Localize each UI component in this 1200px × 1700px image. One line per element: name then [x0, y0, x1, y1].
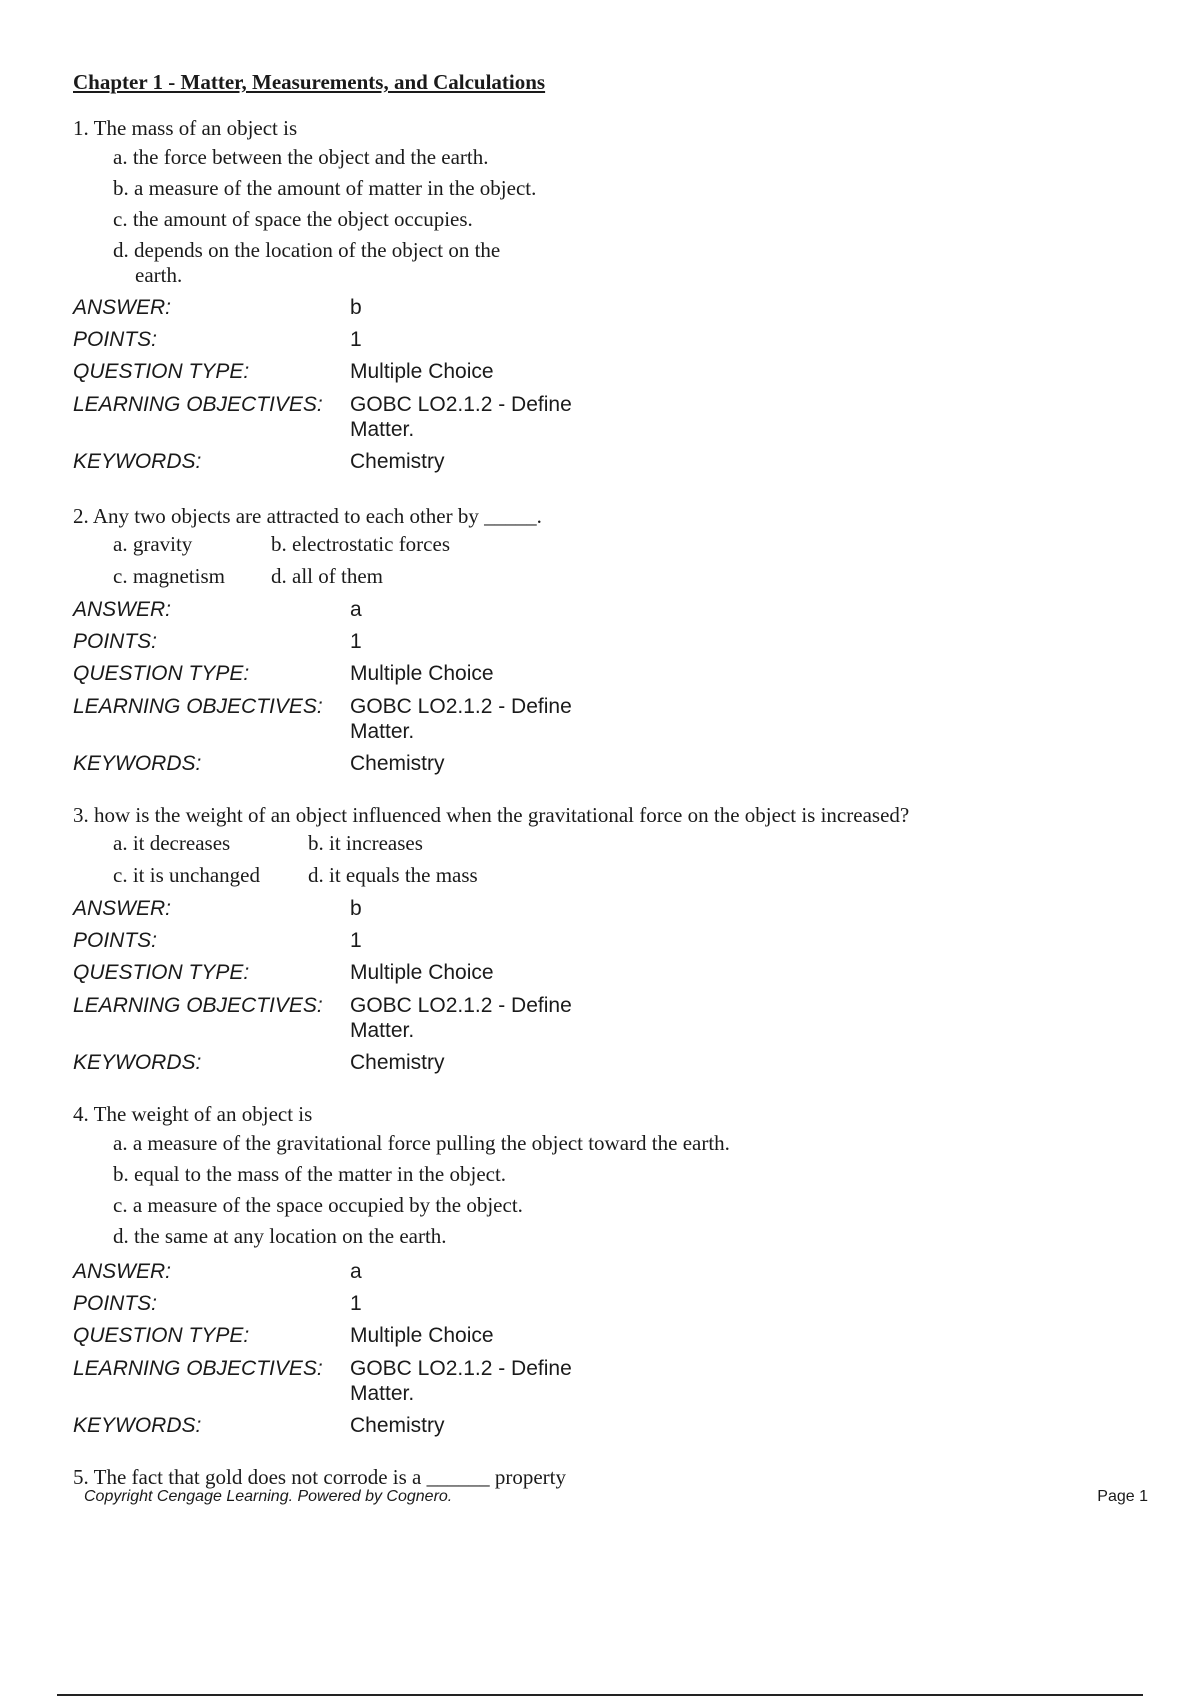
question-text: 4. The weight of an object is — [73, 1102, 313, 1126]
question-type-label: QUESTION TYPE: — [73, 360, 250, 383]
answer-value: b — [350, 296, 362, 319]
option-a: a. it decreases — [113, 831, 231, 855]
learning-objectives-line-2: Matter. — [350, 418, 415, 441]
answer-options — [113, 530, 1153, 590]
learning-objectives-value — [350, 392, 600, 442]
learning-objectives-label: LEARNING OBJECTIVES: — [73, 695, 323, 718]
keywords-label: KEYWORDS: — [73, 1051, 202, 1074]
option-b: b. a measure of the amount of matter in the object. — [113, 176, 537, 200]
learning-objectives-value — [350, 694, 600, 744]
option-c: c. it is unchanged — [113, 863, 260, 887]
points-label: POINTS: — [73, 328, 158, 351]
learning-objectives-line-2: Matter. — [350, 1019, 415, 1042]
keywords-value: Chemistry — [350, 1051, 445, 1074]
question-type-value: Multiple Choice — [350, 662, 494, 685]
option-b: b. electrostatic forces — [271, 532, 450, 556]
keywords-label: KEYWORDS: — [73, 450, 202, 473]
chapter-title: Chapter 1 - Matter, Measurements, and Calculations — [73, 70, 546, 94]
option-a: a. a measure of the gravitational force pulling the object toward the earth. — [113, 1131, 730, 1155]
learning-objectives-line-1: GOBC LO2.1.2 - Define — [350, 393, 572, 416]
answer-label: ANSWER: — [73, 1260, 172, 1283]
answer-label: ANSWER: — [73, 296, 172, 319]
option-d-line-2: earth. — [135, 263, 183, 287]
question-text: 3. how is the weight of an object influenced when the gravitational force on the object is increased? — [73, 803, 910, 827]
learning-objectives-value — [350, 993, 600, 1043]
learning-objectives-line-2: Matter. — [350, 1382, 415, 1405]
question-type-label: QUESTION TYPE: — [73, 961, 250, 984]
question-type-value: Multiple Choice — [350, 1324, 494, 1347]
keywords-value: Chemistry — [350, 752, 445, 775]
question-3 — [73, 801, 1153, 1079]
question-type-value: Multiple Choice — [350, 360, 494, 383]
answer-value: a — [350, 1260, 362, 1283]
option-c: c. the amount of space the object occupies. — [113, 207, 473, 231]
learning-objectives-label: LEARNING OBJECTIVES: — [73, 393, 323, 416]
answer-options — [113, 142, 1153, 288]
question-metadata — [73, 292, 1153, 478]
question-4 — [73, 1100, 1153, 1442]
learning-objectives-line-2: Matter. — [350, 720, 415, 743]
answer-value: b — [350, 897, 362, 920]
question-type-label: QUESTION TYPE: — [73, 1324, 250, 1347]
question-text: 1. The mass of an object is — [73, 116, 298, 140]
question-2 — [73, 502, 1153, 780]
learning-objectives-value — [350, 1356, 600, 1406]
points-value: 1 — [350, 328, 362, 351]
keywords-label: KEYWORDS: — [73, 752, 202, 775]
option-b: b. equal to the mass of the matter in the object. — [113, 1162, 507, 1186]
bottom-divider — [57, 1694, 1143, 1696]
question-text: 2. Any two objects are attracted to each other by _____. — [73, 504, 542, 528]
question-1 — [73, 114, 1153, 478]
question-metadata — [73, 893, 1153, 1079]
points-label: POINTS: — [73, 1292, 158, 1315]
learning-objectives-line-1: GOBC LO2.1.2 - Define — [350, 994, 572, 1017]
keywords-value: Chemistry — [350, 1414, 445, 1437]
points-value: 1 — [350, 929, 362, 952]
option-c: c. a measure of the space occupied by the object. — [113, 1193, 523, 1217]
answer-options — [113, 829, 1153, 889]
answer-value: a — [350, 598, 362, 621]
question-metadata — [73, 1256, 1153, 1442]
option-a: a. gravity — [113, 532, 193, 556]
option-b: b. it increases — [308, 831, 423, 855]
points-label: POINTS: — [73, 630, 158, 653]
option-a: a. the force between the object and the earth. — [113, 145, 489, 169]
learning-objectives-line-1: GOBC LO2.1.2 - Define — [350, 1357, 572, 1380]
answer-label: ANSWER: — [73, 598, 172, 621]
points-value: 1 — [350, 1292, 362, 1315]
learning-objectives-label: LEARNING OBJECTIVES: — [73, 1357, 323, 1380]
footer-page-number: Page 1 — [1097, 1488, 1148, 1505]
learning-objectives-line-1: GOBC LO2.1.2 - Define — [350, 695, 572, 718]
question-metadata — [73, 594, 1153, 780]
option-d: d. the same at any location on the earth. — [113, 1224, 447, 1248]
points-label: POINTS: — [73, 929, 158, 952]
option-d: d. it equals the mass — [308, 863, 478, 887]
keywords-label: KEYWORDS: — [73, 1414, 202, 1437]
question-type-value: Multiple Choice — [350, 961, 494, 984]
question-text: 5. The fact that gold does not corrode is a ______ property — [73, 1465, 566, 1489]
question-type-label: QUESTION TYPE: — [73, 662, 250, 685]
keywords-value: Chemistry — [350, 450, 445, 473]
answer-options — [113, 1128, 1153, 1252]
option-d-line-1: d. depends on the location of the object on the — [113, 238, 501, 262]
option-d — [113, 235, 1153, 288]
option-d: d. all of them — [271, 564, 383, 588]
footer-copyright: Copyright Cengage Learning. Powered by Cognero. — [84, 1488, 453, 1505]
points-value: 1 — [350, 630, 362, 653]
option-c: c. magnetism — [113, 564, 225, 588]
answer-label: ANSWER: — [73, 897, 172, 920]
learning-objectives-label: LEARNING OBJECTIVES: — [73, 994, 323, 1017]
question-5 — [73, 1463, 1153, 1491]
